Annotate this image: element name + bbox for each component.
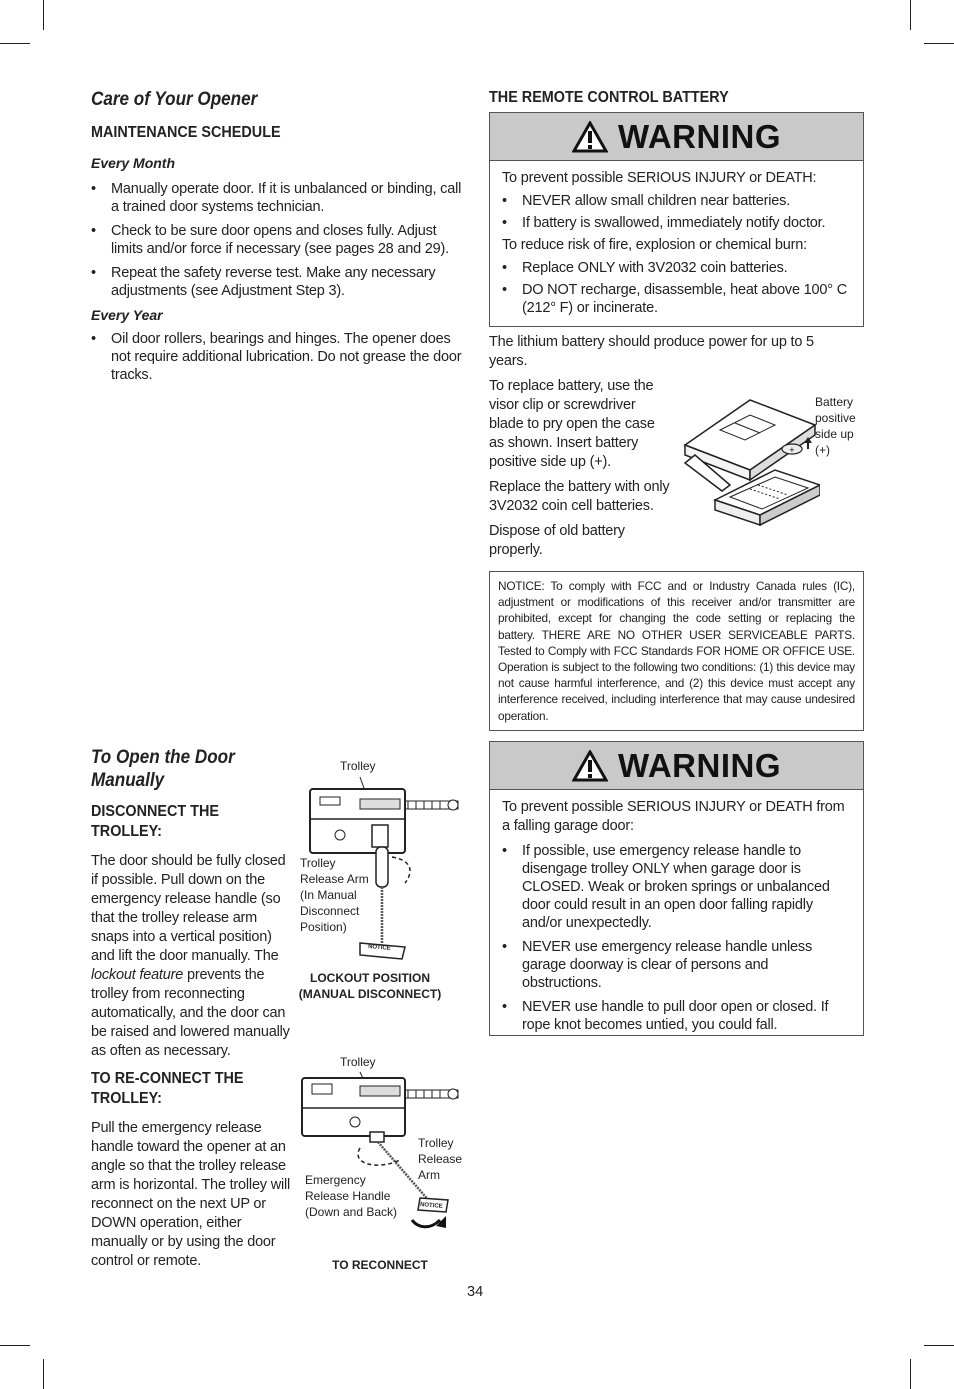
warning-list-2 xyxy=(502,259,851,317)
warning-intro: To prevent possible SERIOUS INJURY or DEATH: xyxy=(502,170,817,186)
warning-body xyxy=(490,790,863,1042)
warning-intro: To prevent possible SERIOUS INJURY or DEATH from a falling garage door: xyxy=(502,799,845,834)
diagram1-tag: NOTICE xyxy=(367,944,391,952)
warning-header xyxy=(490,742,863,790)
battery-label: Battery positive side up (+) xyxy=(815,395,856,457)
fcc-notice: NOTICE: To comply with FCC and or Industry Canada rules (IC), adjustment or modifications of this receiver and/or transmitter are prohibited, except for changing the code setting or replacing the battery. THERE ARE NO OTHER USER SERVICEABLE PARTS. Tested to Comply with FCC Standards FOR HOME OR OFFICE USE. Operation is subject to the following two conditions: (1) this device may not cause harmful interference, and (2) this device must accept any interference received, including interference that may cause undesired operation. xyxy=(489,571,864,731)
manual-section xyxy=(91,746,293,1271)
warning-intro-2: To reduce risk of fire, explosion or chemical burn: xyxy=(502,237,807,253)
crop-mark xyxy=(910,1359,911,1389)
list-item: • If possible, use emergency release handle to disengage trolley ONLY when garage door is CLOSED. Weak or broken springs or unbalanced door could result in an open door falling rapidly and/or unexpectedly. xyxy=(502,842,851,932)
list-item: • Manually operate door. If it is unbalanced or binding, call a trained door systems technician. xyxy=(91,180,463,216)
crop-mark xyxy=(43,1359,44,1389)
every-year-heading: Every Year xyxy=(91,307,163,323)
crop-mark xyxy=(0,1345,30,1346)
year-list xyxy=(91,330,463,384)
page-number: 34 xyxy=(467,1284,484,1300)
crop-mark xyxy=(43,0,44,30)
maintenance-heading: MAINTENANCE SCHEDULE xyxy=(91,124,281,141)
reconnect-heading: TO RE-CONNECT THE TROLLEY: xyxy=(91,1070,244,1107)
warning-body xyxy=(490,161,863,325)
remote-heading: THE REMOTE CONTROL BATTERY xyxy=(489,89,729,106)
diagram1-trolley-label: Trolley xyxy=(340,759,376,773)
warning-triangle-icon xyxy=(572,121,608,153)
list-item: • NEVER use emergency release handle unless garage doorway is clear of persons and obstructions. xyxy=(502,938,851,992)
remote-battery-illustration xyxy=(680,385,820,535)
list-item: • If battery is swallowed, immediately notify doctor. xyxy=(502,214,851,232)
every-month-heading: Every Month xyxy=(91,155,176,171)
disconnect-text xyxy=(91,852,293,1061)
diagram2-caption: TO RECONNECT xyxy=(332,1258,428,1272)
battery-para-1: The lithium battery should produce power for up to 5 years. xyxy=(489,334,814,369)
list-item: • DO NOT recharge, disassemble, heat above 100° C (212° F) or incinerate. xyxy=(502,281,851,317)
warning-triangle-icon xyxy=(572,750,608,782)
warning-word: WARNING xyxy=(618,117,781,155)
reconnect-text: Pull the emergency release handle toward the opener at an angle so that the trolley release arm is horizontal. The trolley will reconnect on the next UP or DOWN operation, either manually or by using the door control or remote. xyxy=(91,1120,291,1269)
warning-list xyxy=(502,842,851,1034)
disconnect-heading: DISCONNECT THE TROLLEY: xyxy=(91,803,220,840)
battery-para-2: To replace battery, use the visor clip or screwdriver blade to pry open the case as shown. Insert battery positive side up (+). xyxy=(489,378,655,470)
crop-mark xyxy=(0,43,30,44)
list-item: • NEVER use handle to pull door open or closed. If rope knot becomes untied, you could fall. xyxy=(502,998,851,1034)
diagram1-arm-label: Trolley Release Arm (In Manual Disconnect Position) xyxy=(300,856,369,934)
list-item: • Repeat the safety reverse test. Make any necessary adjustments (see Adjustment Step 3). xyxy=(91,264,463,300)
diagram2-trolley-label: Trolley xyxy=(340,1055,376,1069)
caption-line: LOCKOUT POSITION xyxy=(310,971,430,985)
list-item: • Oil door rollers, bearings and hinges. The opener does not require additional lubrication. Do not grease the door tracks. xyxy=(91,330,463,384)
month-list xyxy=(91,180,463,300)
door-warning-box xyxy=(489,741,864,1036)
list-item: • Check to be sure door opens and closes fully. Adjust limits and/or force if necessary (see pages 28 and 29). xyxy=(91,222,463,258)
list-item: • Replace ONLY with 3V2032 coin batteries. xyxy=(502,259,851,277)
warning-word: WARNING xyxy=(618,746,781,784)
diagram2-tag: NOTICE xyxy=(419,1202,443,1210)
list-item: • NEVER allow small children near batteries. xyxy=(502,192,851,210)
diagram2-handle-label: Emergency Release Handle (Down and Back) xyxy=(305,1173,398,1219)
lockout-feature-term: lockout feature xyxy=(91,967,184,983)
caption-line: (MANUAL DISCONNECT) xyxy=(298,987,442,1001)
crop-mark xyxy=(910,0,911,30)
care-title: Care of Your Opener xyxy=(91,89,258,110)
battery-warning-box xyxy=(489,112,864,327)
crop-mark xyxy=(924,43,954,44)
disconnect-text-b: prevents the trolley from reconnecting automatically, and the door can be raised and lowered manually as often as necessary. xyxy=(91,967,290,1059)
battery-para-3: Replace the battery with only 3V2032 coin cell batteries. xyxy=(489,479,670,514)
diagram2-arm-label: Trolley Release Arm xyxy=(418,1136,463,1182)
warning-header xyxy=(490,113,863,161)
crop-mark xyxy=(924,1345,954,1346)
warning-list-1 xyxy=(502,192,851,232)
manual-title: To Open the Door Manually xyxy=(91,747,235,791)
svg-text:+: + xyxy=(789,446,795,454)
diagram1-caption xyxy=(295,970,445,1002)
disconnect-text-a: The door should be fully closed if possible. Pull down on the emergency release handle (so that the trolley release arm snaps into a vertical position) and lift the door manually. The xyxy=(91,853,286,964)
care-section xyxy=(91,88,463,390)
battery-para-4: Dispose of old battery properly. xyxy=(489,523,625,558)
